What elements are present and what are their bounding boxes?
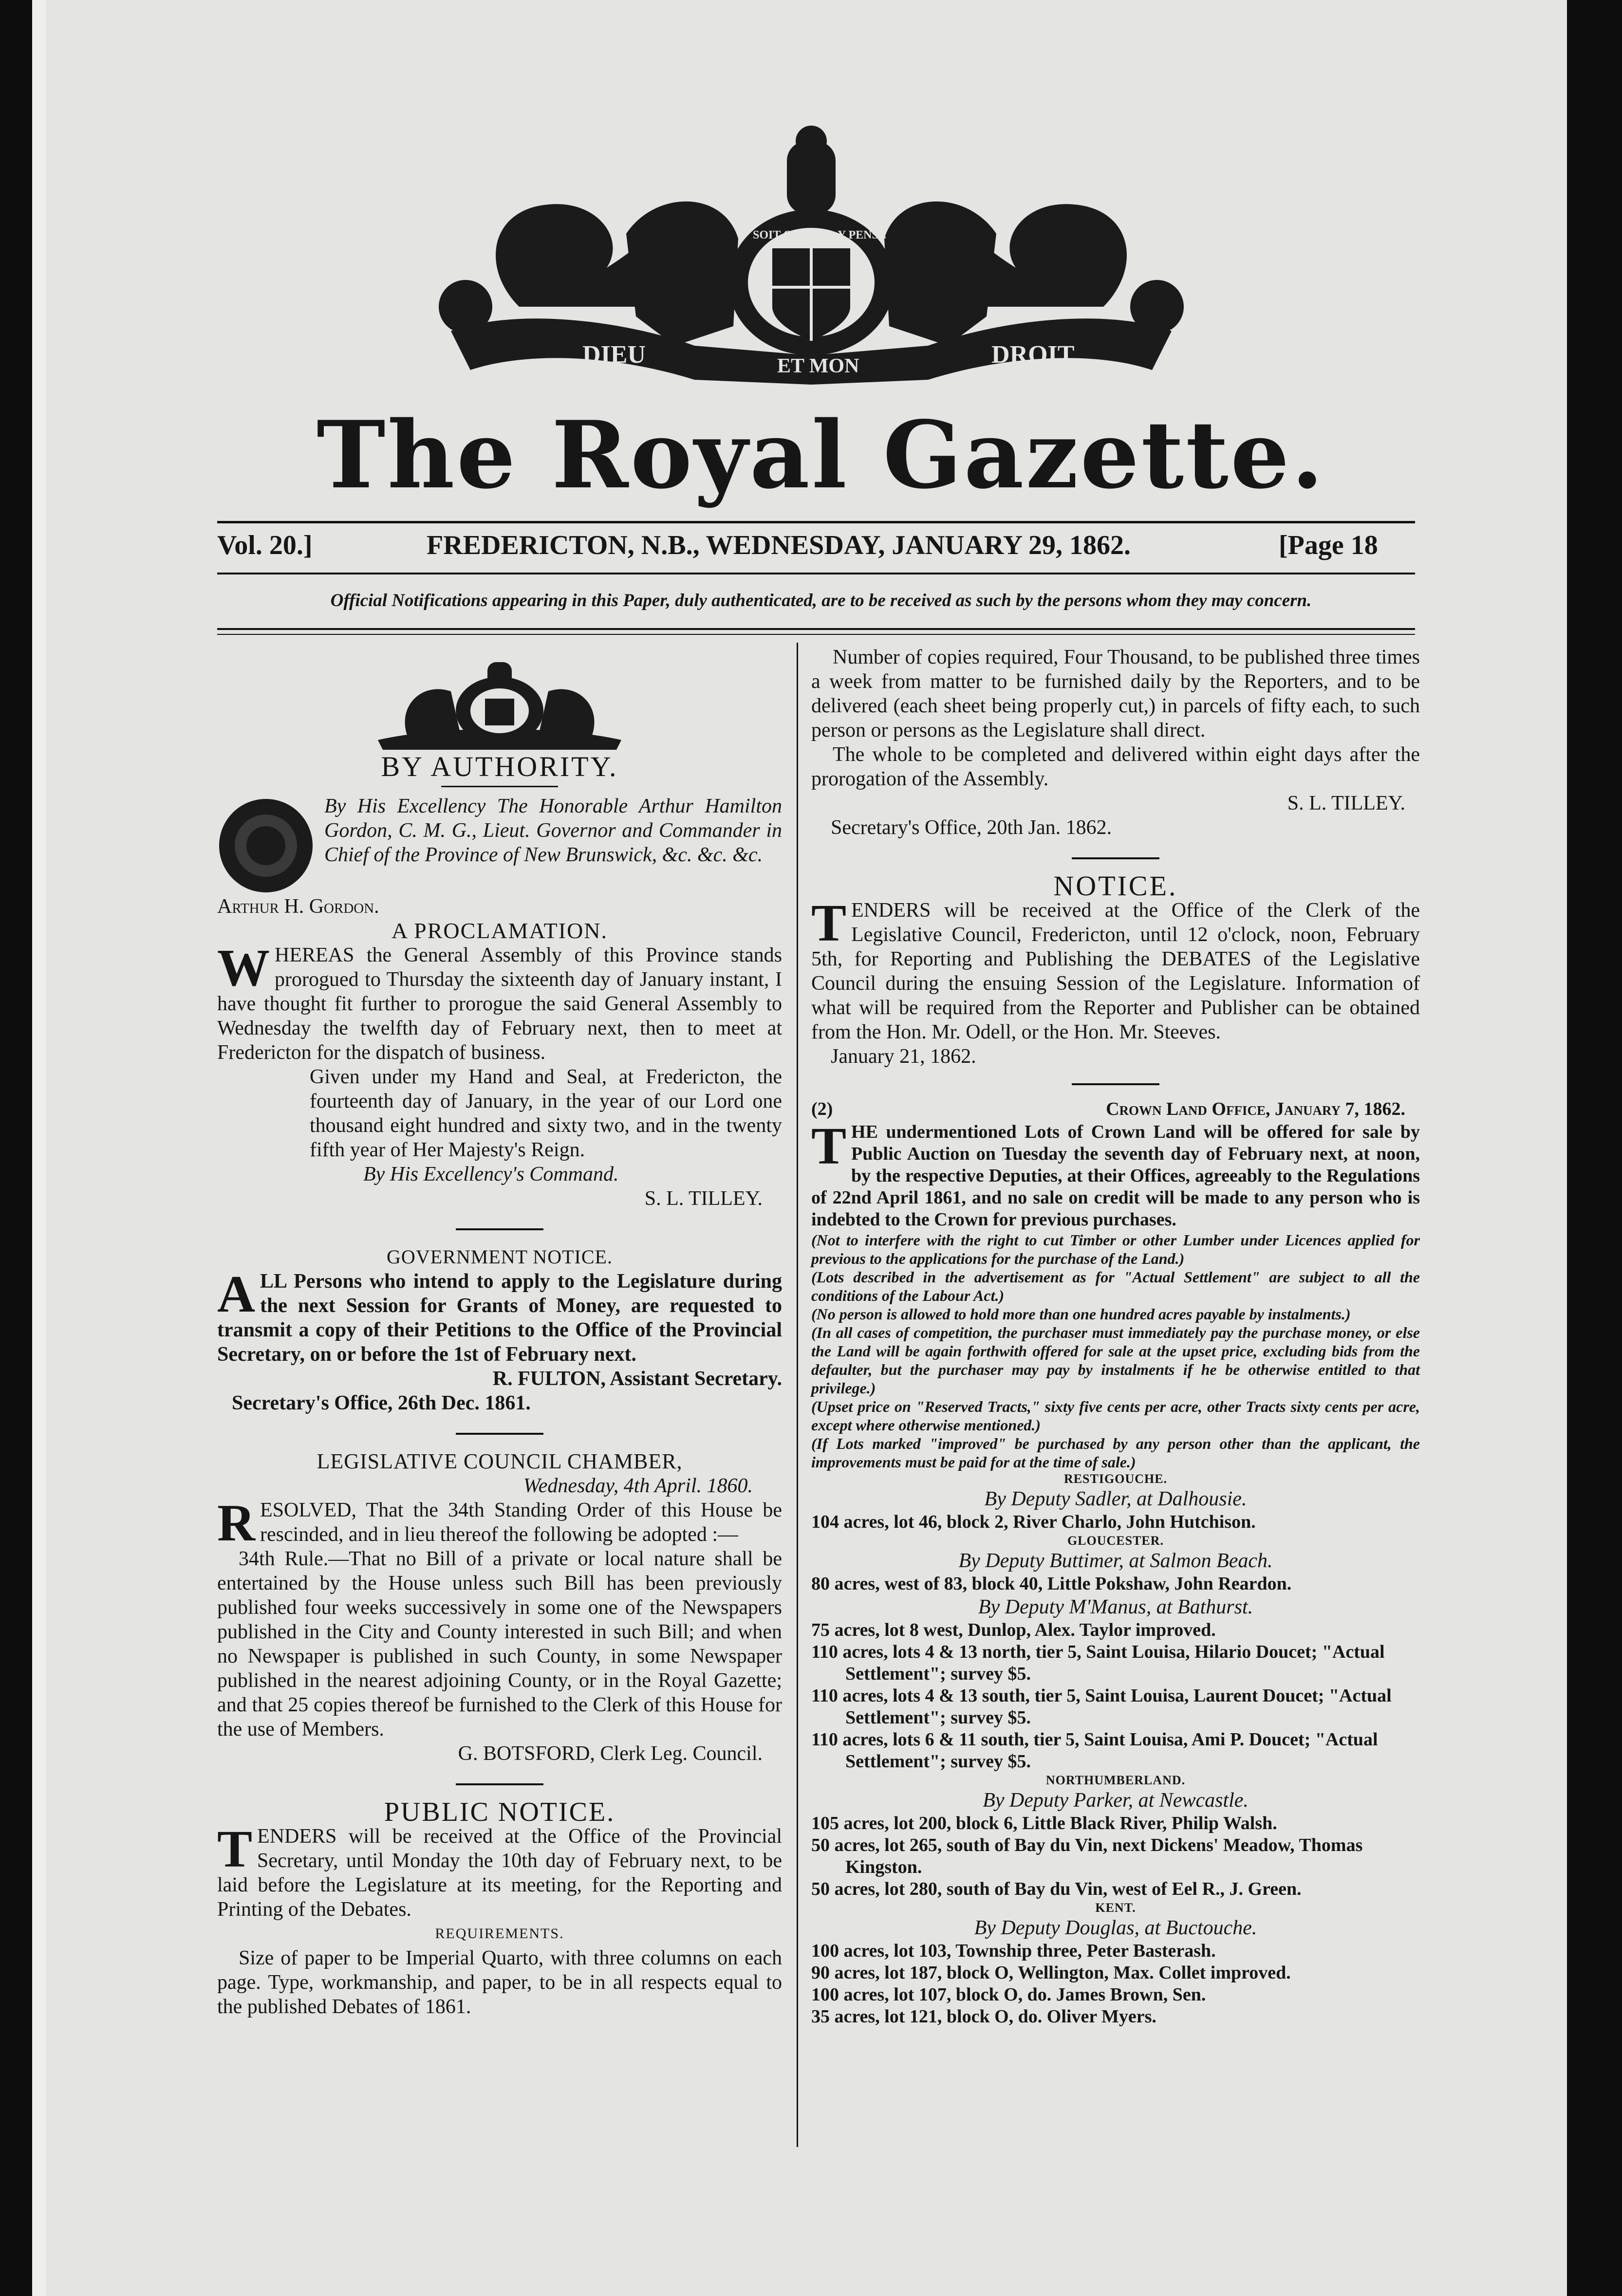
government-notice-body: LL Persons who intend to apply to the Legislature during the next Session for Grants of Money, are requested to transmit a copy of their Petitions to the Office of the Provincial Secretary, on or before the 1st of February next. [217, 1270, 782, 1366]
header-rule-bottom-thin [217, 634, 1415, 635]
page-edge [32, 0, 46, 2296]
garter-motto: SOIT QUI MAL Y PENSE [753, 229, 886, 241]
ornament-divider [811, 1071, 1420, 1095]
lot-entry: 110 acres, lots 4 & 13 north, tier 5, Saint Louisa, Hilario Doucet; "Actual Settlement"; survey $5. [811, 1642, 1385, 1684]
motto-droit: DROIT [991, 341, 1075, 369]
lot-entry: 110 acres, lots 6 & 11 south, tier 5, Saint Louisa, Ami P. Doucet; "Actual Settlement"; survey $5. [811, 1729, 1378, 1772]
notice-heading: NOTICE. [1053, 870, 1178, 902]
condition-6: (If Lots marked "improved" be purchased by any person other than the applicant, the improvements must be paid for at the time of sale.) [811, 1435, 1420, 1471]
rule-34-body: 34th Rule.—That no Bill of a private or local nature shall be entertained by the House unless such Bill has been previously published four weeks successively in some one of the Newspapers published in the City and County interested in such Bill; and when no Newspaper is published in such County, in some Newspaper published in the nearest adjoining County, or in the Royal Gazette; and that 25 copies thereof be furnished to the Clerk of this House for the use of Members. [217, 1548, 782, 1741]
county-kent: KENT. [1095, 1901, 1136, 1915]
proclamation-body: HEREAS the General Assembly of this Province stands prorogued to Thursday the sixteenth day of January instant, I have thought fit further to prorogue the said General Assembly to Wednesday the twelfth day of February next, then to meet at Fredericton for the dispatch of business. [217, 944, 782, 1064]
requirements-heading: REQUIREMENTS. [435, 1926, 564, 1942]
legislative-council-heading: LEGISLATIVE COUNCIL CHAMBER, [317, 1449, 683, 1473]
signature-tilley-right: S. L. TILLEY. [1287, 792, 1405, 815]
drop-cap-t: T [217, 1820, 253, 1878]
lot-entry: 100 acres, lot 103, Township three, Peter Basterash. [811, 1941, 1216, 1961]
signature-gordon: Arthur H. Gordon. [217, 895, 379, 918]
deputy-mmanus: By Deputy M'Manus, at Bathurst. [978, 1596, 1253, 1618]
volume-number: Vol. 20.] [217, 530, 313, 560]
proclamation-heading: A PROCLAMATION. [391, 918, 608, 943]
lot-entry: 90 acres, lot 187, block O, Wellington, Max. Collet improved. [811, 1963, 1291, 1983]
header-rule-top [217, 521, 1415, 523]
resolved-body: ESOLVED, That the 34th Standing Order of this House be rescinded, and in lieu thereof the following be adopted :— [260, 1499, 782, 1546]
ornament-divider [811, 845, 1420, 869]
newspaper-page [32, 0, 1567, 2296]
royal-coat-of-arms-icon [422, 122, 1201, 404]
requirements-body: Size of paper to be Imperial Quarto, with three columns on each page. Type, workmanship, and paper, to be in all respects equal to the published Debates of 1861. [217, 1947, 782, 2018]
lot-entry: 104 acres, lot 46, block 2, River Charlo, John Hutchison. [811, 1512, 1256, 1532]
motto-et-mon: ET MON [777, 355, 859, 377]
header-rule-mid [217, 573, 1415, 574]
county-gloucester: GLOUCESTER. [1067, 1534, 1164, 1548]
deputy-douglas: By Deputy Douglas, at Buctouche. [974, 1917, 1257, 1939]
crown-number: (2) [811, 1099, 833, 1119]
deputy-sadler: By Deputy Sadler, at Dalhousie. [984, 1488, 1247, 1510]
lot-entry: 80 acres, west of 83, block 40, Little Pokshaw, John Reardon. [811, 1574, 1292, 1594]
lot-entry: 105 acres, lot 200, block 6, Little Black River, Philip Walsh. [811, 1813, 1277, 1833]
ornament-divider [217, 1216, 782, 1240]
notice-body: ENDERS will be received at the Office of the Clerk of the Legislative Council, Fredericton, until 12 o'clock, noon, February 5th, for Reporting and Publishing the DEBATES of the Legislative Council during the ensuing Session of the Legislature. Information of what will be required from the Reporter and Publisher can be obtained from the Hon. Mr. Odell, or the Hon. Mr. Steeves. [811, 899, 1420, 1043]
proclamation-intro: By His Excellency The Honorable Arthur Hamilton Gordon, C. M. G., Lieut. Governor and Commander in Chief of the Province of New Brunswick, &c. &c. &c. [324, 795, 782, 866]
signature-tilley: S. L. TILLEY. [644, 1187, 763, 1210]
lot-entry: 35 acres, lot 121, block O, do. Oliver Myers. [811, 2006, 1156, 2027]
notice-date: January 21, 1862. [831, 1045, 976, 1068]
lot-entry: 50 acres, lot 265, south of Bay du Vin, next Dickens' Meadow, Thomas Kingston. [811, 1835, 1363, 1877]
county-northumberland: NORTHUMBERLAND. [1045, 1773, 1186, 1787]
signature-fulton: R. FULTON, Assistant Secretary. [492, 1368, 782, 1390]
lot-entry: 50 acres, lot 280, south of Bay du Vin, west of Eel R., J. Green. [811, 1879, 1302, 1899]
lot-entry: 75 acres, lot 8 west, Dunlop, Alex. Taylor improved. [811, 1620, 1216, 1640]
condition-2: (Lots described in the advertisement as for "Actual Settlement" are subject to all the conditions of the Labour Act.) [811, 1268, 1420, 1304]
deputy-buttimer: By Deputy Buttimer, at Salmon Beach. [958, 1550, 1273, 1572]
seal-icon [217, 797, 315, 894]
page-number: [Page 18 [1279, 530, 1378, 560]
authority-rule [441, 786, 558, 787]
government-notice-heading: GOVERNMENT NOTICE. [387, 1246, 613, 1268]
right-column [811, 645, 1420, 2028]
crown-land-office-heading: Crown Land Office, January 7, 1862. [1106, 1099, 1405, 1119]
by-authority-heading: BY AUTHORITY. [381, 751, 618, 782]
drop-cap-t: T [811, 1117, 847, 1175]
drop-cap-t: T [811, 894, 847, 952]
condition-5: (Upset price on "Reserved Tracts," sixty five cents per acre, other Tracts sixty cents per acre, except where otherwise mentioned.) [811, 1398, 1420, 1434]
header-rule-bottom [217, 628, 1415, 630]
condition-1: (Not to interfere with the right to cut Timber or other Lumber under Licences applied for previous to the applications for the purchase of the Land.) [811, 1231, 1420, 1267]
official-notice-line: Official Notifications appearing in this Paper, duly authenticated, are to be received as such by the persons whom they may concern. [330, 591, 1312, 611]
legislative-council-date: Wednesday, 4th April. 1860. [523, 1475, 753, 1497]
signature-botsford: G. BOTSFORD, Clerk Leg. Council. [458, 1742, 763, 1765]
county-restigouche: RESTIGOUCHE. [1063, 1472, 1168, 1486]
public-notice-heading: PUBLIC NOTICE. [384, 1797, 615, 1827]
column-divider [797, 643, 798, 2147]
condition-4: (In all cases of competition, the purchaser must immediately pay the purchase money, or else the Land will be again forthwith offered for sale at the upset price, excluding bids from the defaulter, but the purchaser may pay by instalments if he be otherwise entitled to that privilege.) [811, 1324, 1420, 1397]
condition-3: (No person is allowed to hold more than one hundred acres payable by instalments.) [811, 1305, 1351, 1323]
lot-entry: 110 acres, lots 4 & 13 south, tier 5, Saint Louisa, Laurent Doucet; "Actual Settlement"; survey $5. [811, 1685, 1392, 1728]
completion-terms: The whole to be completed and delivered within eight days after the prorogation of the Assembly. [811, 743, 1420, 790]
left-column [217, 652, 782, 2019]
drop-cap-r: R [217, 1494, 255, 1552]
secretary-office-jan: Secretary's Office, 20th Jan. 1862. [831, 816, 1112, 839]
given-under-hand: Given under my Hand and Seal, at Fredericton, the fourteenth day of January, in the year of our Lord one thousand eight hundred and sixty two, and in the twenty fifth year of Her Majesty's Reign. [310, 1066, 782, 1161]
small-coat-of-arms-icon [217, 652, 782, 750]
motto-dieu: DIEU [582, 341, 646, 369]
public-notice-body: ENDERS will be received at the Office of the Provincial Secretary, until Monday the 10th day of February next, to be laid before the Legislature at its meeting, for the Reporting and Printing of the Debates. [217, 1825, 782, 1921]
by-command: By His Excellency's Command. [363, 1163, 619, 1185]
place-date: FREDERICTON, N.B., WEDNESDAY, JANUARY 29, 1862. [427, 530, 1131, 560]
newspaper-title: The Royal Gazette. [317, 401, 1325, 509]
drop-cap-w: W [217, 939, 270, 997]
ornament-divider [217, 1420, 782, 1444]
ornament-divider [217, 1771, 782, 1795]
copies-required: Number of copies required, Four Thousand, to be published three times a week from matter to be furnished daily by the Reporters, and to be delivered (each sheet being properly cut,) in parcels of fifty each, to such person or persons as the Legislature shall direct. [811, 646, 1420, 741]
deputy-parker: By Deputy Parker, at Newcastle. [983, 1789, 1249, 1812]
crown-land-body: HE undermentioned Lots of Crown Land will be offered for sale by Public Auction on Tuesday the seventh day of February next, at noon, by the respective Deputies, at their Offices, agreeably to the Regulations of 22nd April 1861, and no sale on credit will be made to any person who is indebted to the Crown for previous purchases. [811, 1122, 1420, 1230]
drop-cap-a: A [217, 1265, 255, 1323]
secretary-office-dec: Secretary's Office, 26th Dec. 1861. [232, 1392, 531, 1414]
lot-entry: 100 acres, lot 107, block O, do. James Brown, Sen. [811, 1984, 1206, 2005]
